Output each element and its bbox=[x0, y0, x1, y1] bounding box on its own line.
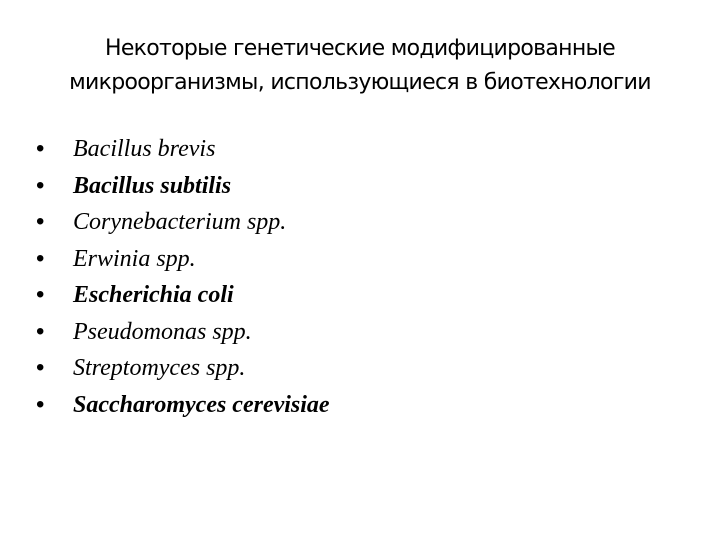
list-item bbox=[36, 350, 330, 387]
list-item-text: Bacillus subtilis bbox=[73, 172, 232, 199]
bullet-icon: • bbox=[36, 317, 45, 345]
bullet-icon: • bbox=[36, 171, 45, 199]
bullet-icon: • bbox=[36, 208, 45, 235]
organism-list bbox=[36, 131, 330, 423]
bullet-icon: • bbox=[36, 390, 45, 418]
list-item-text: Erwinia spp. bbox=[73, 245, 196, 272]
list-item bbox=[36, 387, 330, 424]
list-item-text: Streptomyces spp. bbox=[73, 355, 246, 381]
list-item-text: Bacillus brevis bbox=[73, 136, 216, 162]
bullet-icon: • bbox=[36, 135, 45, 162]
bullet-icon: • bbox=[36, 244, 45, 272]
list-item bbox=[36, 131, 330, 168]
list-item bbox=[36, 277, 330, 314]
list-item-text: Corynebacterium spp. bbox=[73, 209, 287, 235]
list-item-text: Saccharomyces cerevisiae bbox=[73, 391, 330, 418]
slide-title bbox=[20, 32, 700, 100]
title-line-2: микроорганизмы, использующиеся в биотехнологии bbox=[69, 70, 651, 95]
list-item bbox=[36, 314, 330, 351]
title-line-1: Некоторые генетические модифицированные bbox=[104, 36, 616, 61]
bullet-icon: • bbox=[36, 354, 45, 381]
list-item-text: Pseudomonas spp. bbox=[73, 318, 252, 345]
list-item bbox=[36, 241, 330, 278]
bullet-icon: • bbox=[36, 281, 45, 308]
list-item bbox=[36, 204, 330, 241]
list-item-text: Escherichia coli bbox=[73, 282, 234, 308]
list-item bbox=[36, 168, 330, 205]
